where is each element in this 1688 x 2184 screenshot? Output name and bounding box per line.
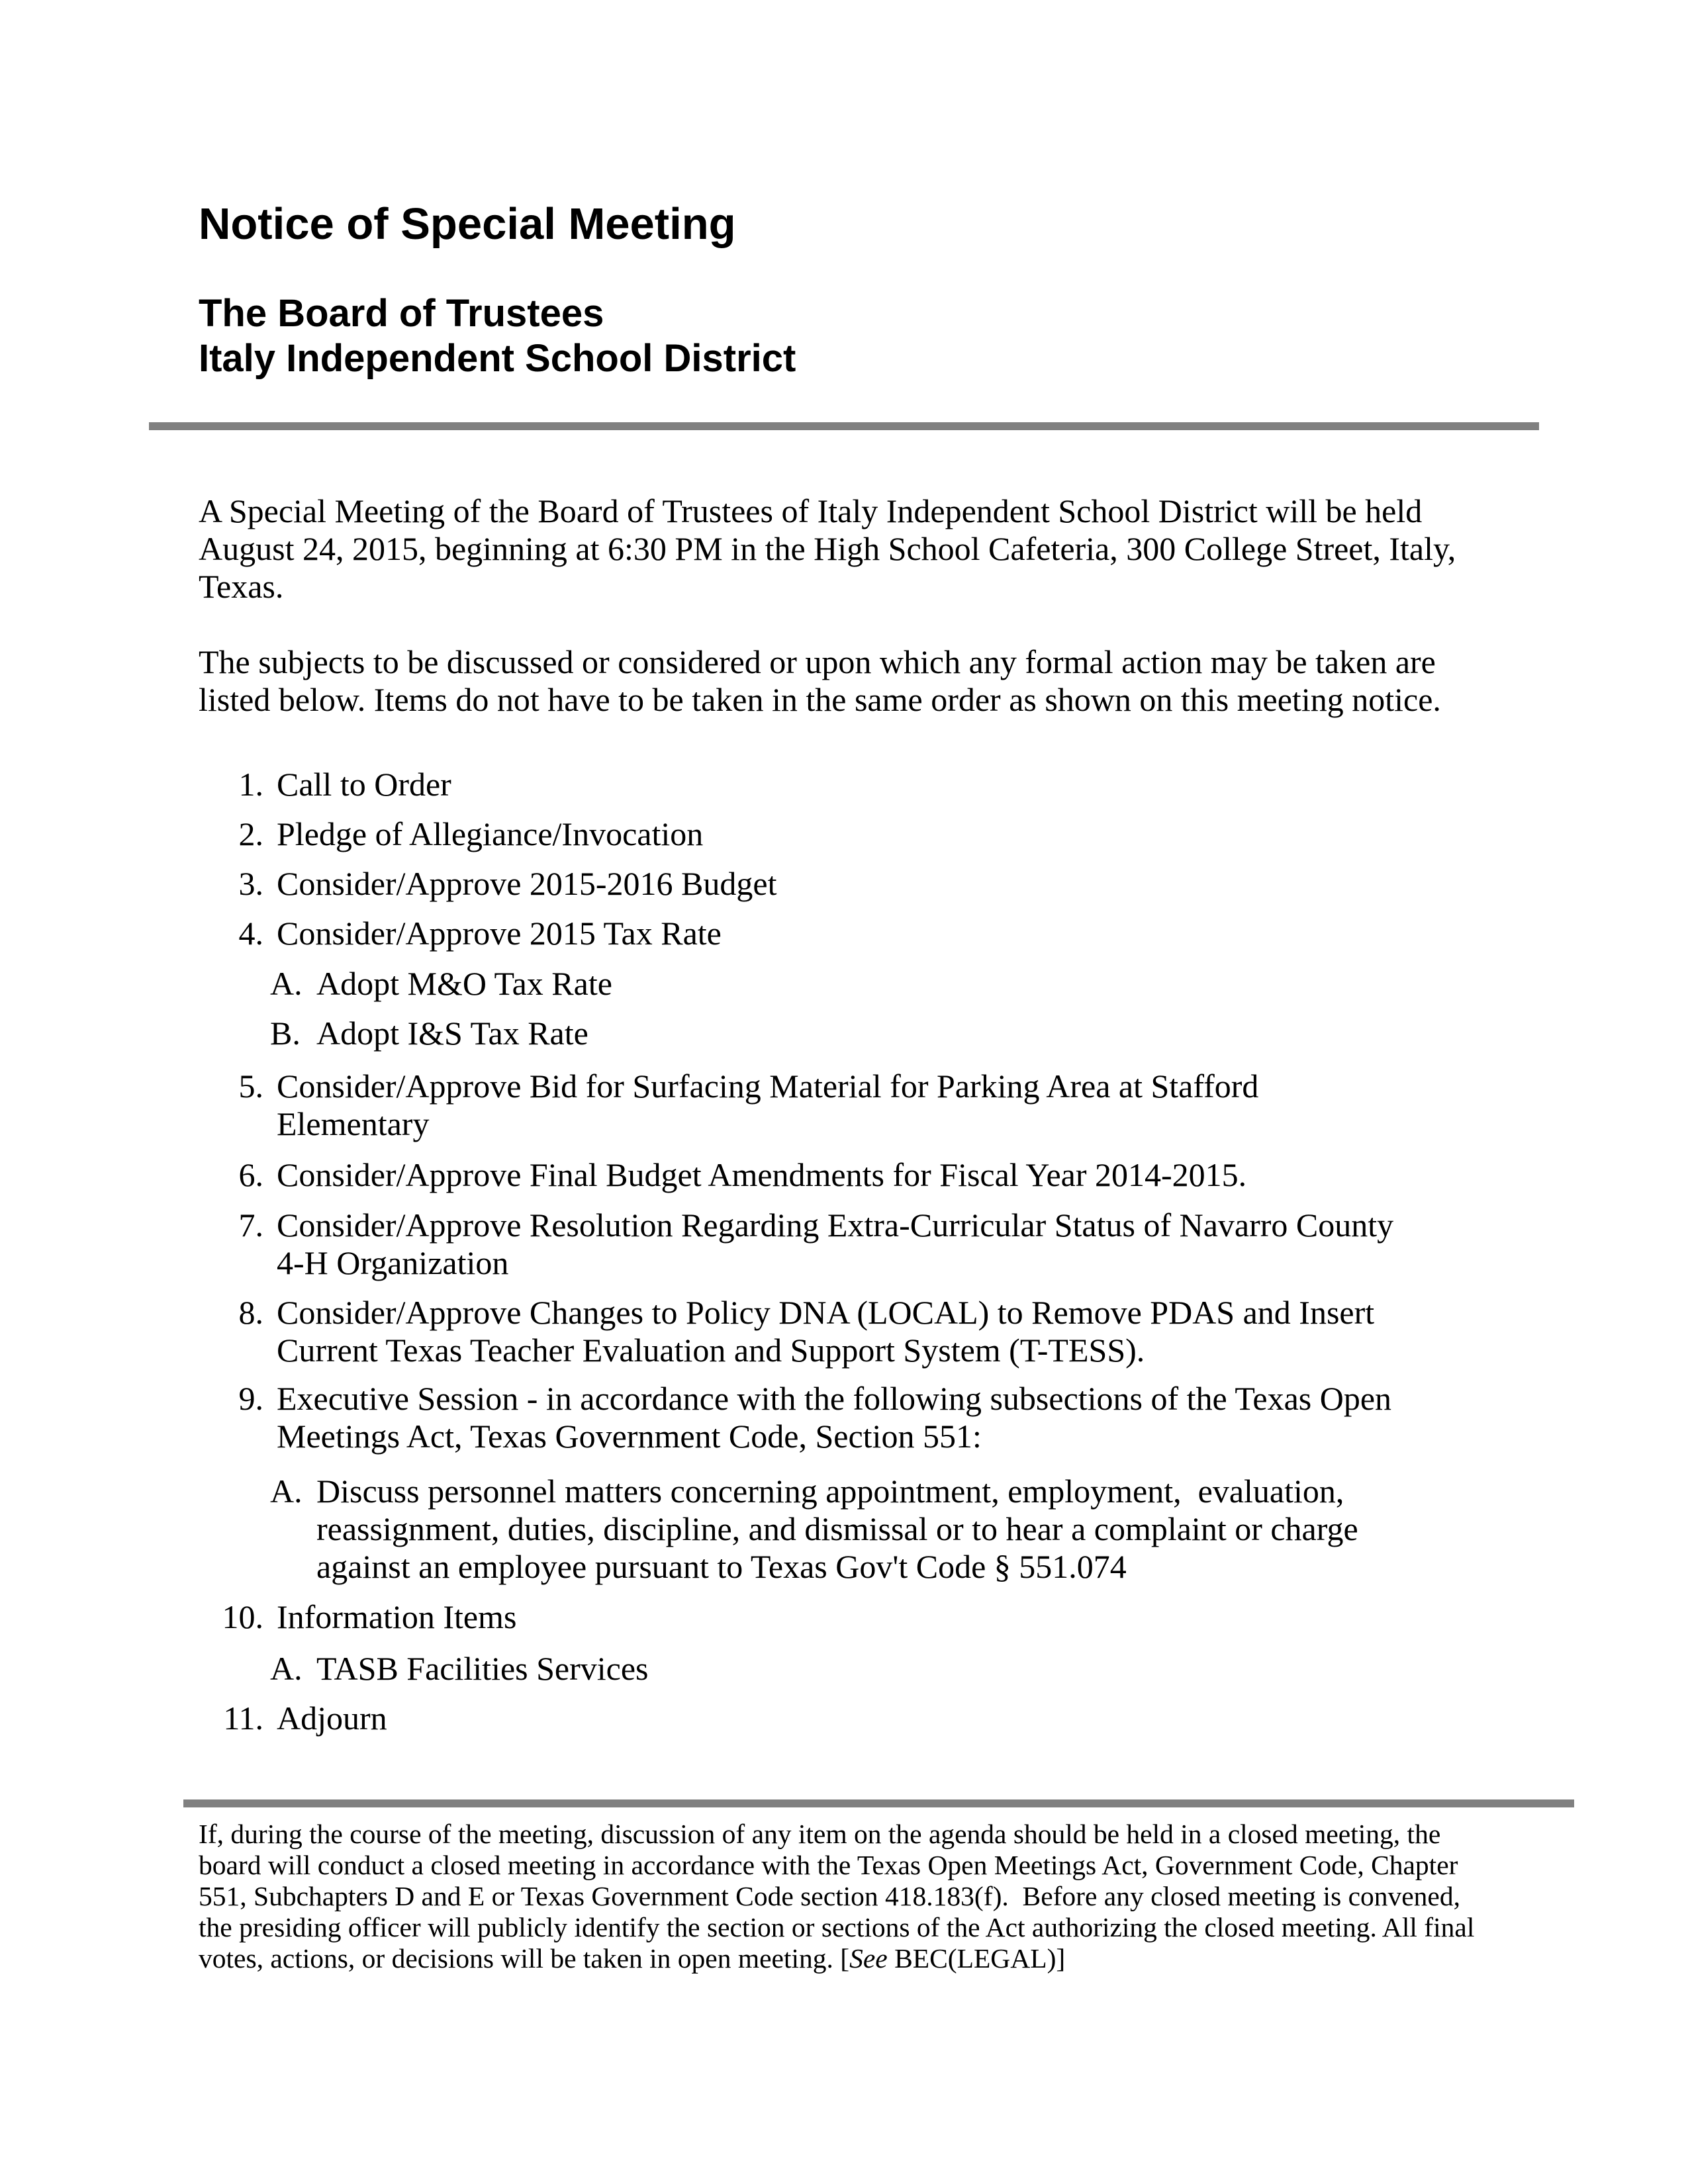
- agenda-marker: 6.: [238, 1156, 263, 1193]
- agenda-marker: 8.: [238, 1294, 263, 1331]
- intro-line: Texas.: [199, 568, 284, 605]
- footer-text: votes, actions, or decisions will be taken in open meeting. [: [199, 1943, 850, 1974]
- agenda-item-text: Elementary: [277, 1105, 430, 1142]
- agenda-marker: 5.: [238, 1068, 263, 1105]
- footer-line: 551, Subchapters D and E or Texas Government Code section 418.183(f). Before any closed meeting is convened,: [199, 1881, 1460, 1911]
- agenda-item-text: Adopt I&S Tax Rate: [316, 1015, 588, 1052]
- agenda-item-text: Adopt M&O Tax Rate: [316, 965, 612, 1002]
- agenda-marker: A.: [270, 1650, 303, 1687]
- agenda-item-text: against an employee pursuant to Texas Gov't Code § 551.074: [316, 1548, 1127, 1585]
- footer-line: board will conduct a closed meeting in accordance with the Texas Open Meetings Act, Government Code, Chapter: [199, 1850, 1458, 1880]
- intro-line: August 24, 2015, beginning at 6:30 PM in the High School Cafeteria, 300 College Street, Italy,: [199, 530, 1456, 567]
- agenda-marker: A.: [270, 965, 303, 1002]
- district-name: Italy Independent School District: [199, 337, 796, 380]
- intro-line: A Special Meeting of the Board of Trustees of Italy Independent School District will be held: [199, 492, 1423, 529]
- agenda-marker: 10.: [222, 1598, 263, 1635]
- footer-line: the presiding officer will publicly identify the section or sections of the Act authorizing the closed meeting. All final: [199, 1912, 1475, 1942]
- agenda-marker: 11.: [223, 1700, 263, 1737]
- agenda-item-text: Meetings Act, Texas Government Code, Section 551:: [277, 1418, 982, 1455]
- agenda-item-text: Executive Session - in accordance with the following subsections of the Texas Open: [277, 1380, 1392, 1417]
- agenda-item-text: Consider/Approve Final Budget Amendments for Fiscal Year 2014-2015.: [277, 1156, 1247, 1193]
- agenda-marker: 3.: [238, 865, 263, 902]
- agenda-item-text: Current Texas Teacher Evaluation and Support System (T-TESS).: [277, 1332, 1145, 1369]
- board-name: The Board of Trustees: [199, 292, 604, 335]
- agenda-item-text: Consider/Approve Resolution Regarding Extra-Curricular Status of Navarro County: [277, 1206, 1394, 1244]
- agenda-marker: 7.: [238, 1206, 263, 1244]
- agenda-item-text: Information Items: [277, 1598, 517, 1635]
- agenda-item-text: 4-H Organization: [277, 1244, 509, 1281]
- page-title: Notice of Special Meeting: [199, 199, 736, 249]
- agenda-item-text: Consider/Approve Bid for Surfacing Material for Parking Area at Stafford: [277, 1068, 1259, 1105]
- header-divider: [149, 422, 1539, 430]
- footer-line: If, during the course of the meeting, discussion of any item on the agenda should be held in a closed meeting, the: [199, 1819, 1441, 1849]
- agenda-item-text: Discuss personnel matters concerning appointment, employment, evaluation,: [316, 1473, 1344, 1510]
- agenda-item-text: Consider/Approve 2015-2016 Budget: [277, 865, 777, 902]
- agenda-item-text: Adjourn: [277, 1700, 387, 1737]
- footer-line-last: [199, 1943, 1065, 1974]
- policy-reference: BEC(LEGAL)]: [887, 1943, 1066, 1974]
- agenda-item-text: TASB Facilities Services: [316, 1650, 649, 1687]
- agenda-marker: A.: [270, 1473, 303, 1510]
- agenda-item-text: Pledge of Allegiance/Invocation: [277, 815, 704, 852]
- see-reference: See: [849, 1943, 888, 1974]
- agenda-item-text: Consider/Approve 2015 Tax Rate: [277, 915, 722, 952]
- footer-divider: [183, 1799, 1574, 1807]
- agenda-item-text: reassignment, duties, discipline, and dismissal or to hear a complaint or charge: [316, 1510, 1358, 1547]
- agenda-marker: 1.: [238, 766, 263, 803]
- intro-line: listed below. Items do not have to be taken in the same order as shown on this meeting notice.: [199, 681, 1441, 718]
- agenda-marker: 4.: [238, 915, 263, 952]
- intro-line: The subjects to be discussed or considered or upon which any formal action may be taken are: [199, 643, 1436, 680]
- agenda-marker: 9.: [238, 1380, 263, 1417]
- agenda-item-text: Consider/Approve Changes to Policy DNA (LOCAL) to Remove PDAS and Insert: [277, 1294, 1375, 1331]
- agenda-marker: B.: [270, 1015, 301, 1052]
- agenda-marker: 2.: [238, 815, 263, 852]
- agenda-item-text: Call to Order: [277, 766, 451, 803]
